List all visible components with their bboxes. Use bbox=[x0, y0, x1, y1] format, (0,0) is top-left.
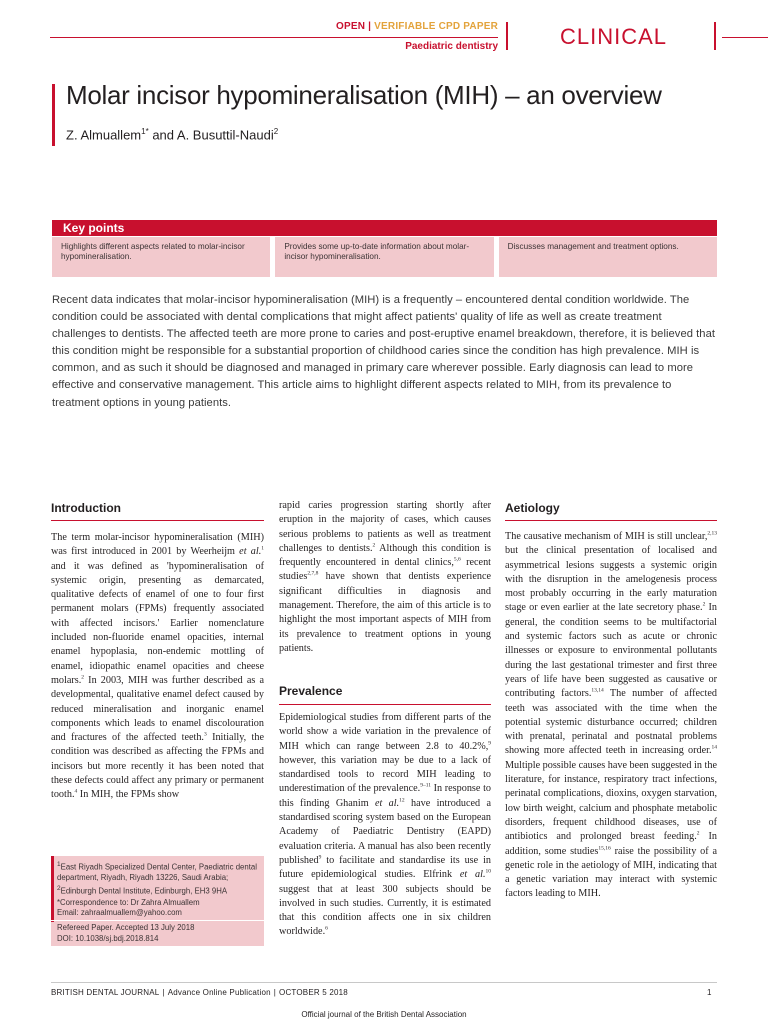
intro-cont-b: Although this condition is frequently encountered in dental clinics, bbox=[279, 542, 491, 569]
section-label: CLINICAL bbox=[560, 24, 668, 49]
header-divider bbox=[506, 22, 508, 50]
prev-etal: et al. bbox=[452, 869, 486, 881]
aetiology-heading: Aetiology bbox=[505, 501, 560, 515]
aet-b: but the clinical presentation of localised and asymmetrical lesions suggests a systemic origin with the disruption in the amelogenesis process most probably occurring in the early maturation stage or even earlier at the late secretory phase. bbox=[505, 545, 717, 614]
authors bbox=[66, 127, 278, 142]
open-cpd-label bbox=[336, 21, 498, 32]
article-title: Molar incisor hypomineralisation (MIH) – an overview bbox=[66, 80, 662, 110]
ref-sup: 2,7,8 bbox=[307, 571, 319, 578]
footer-journal bbox=[51, 988, 348, 997]
intro-cont-c: recent studies bbox=[279, 557, 491, 583]
introduction-text bbox=[51, 531, 264, 803]
subject-label: Paediatric dentistry bbox=[405, 41, 498, 52]
open-label: OPEN bbox=[336, 21, 366, 32]
cpd-label: VERIFIABLE CPD PAPER bbox=[374, 21, 498, 32]
affiliation-separator bbox=[51, 920, 264, 921]
ref-sup: 10 bbox=[485, 868, 491, 875]
ref-sup: 2 bbox=[696, 830, 700, 837]
aetiology-rule bbox=[505, 520, 717, 521]
refereed-date: Refereed Paper. Accepted 13 July 2018 bbox=[57, 923, 195, 932]
ref-sup: 14 bbox=[711, 745, 717, 752]
aetiology-text bbox=[505, 530, 717, 902]
intro-text-a: The term molar-incisor hypomineralisation (MIH) was first introduced in 2001 by Weerheijm bbox=[51, 532, 264, 558]
key-point-3: Discusses management and treatment options. bbox=[499, 237, 717, 277]
prev-f: suggest that at least 300 subjects should be involved in such studies. Currently, it is estimated that this condition affects one in six children worldwide. bbox=[279, 883, 491, 938]
intro-text-b: and it was defined as 'hypomineralisation of systemic origin, presenting as demarcated, qualitative defects of enamel of one to four first permanent molars (FPMs) frequently associated with affected incisors.' Earlier nomenclature included non-fluoride enamel opacities, internal enamel hypoplasia, non-endemic mottling of enamel, idiopathic enamel opacities and cheese molars. bbox=[51, 560, 264, 686]
prev-etal: et al. bbox=[368, 797, 400, 809]
intro-cont-d: have shown that dentists experience significant difficulties in diagnosis and management. Therefore, the aim of this article is to highlight the most important aspects of MIH from its prevalence to treatment options in young patients. bbox=[279, 571, 491, 654]
ref-sup: 15,16 bbox=[598, 845, 611, 852]
author-1-sup: 1* bbox=[141, 127, 149, 136]
prev-a: Epidemiological studies from different parts of the world show a wide variation in the prevalence of MIH which can range between 2.8 to 40.2%, bbox=[279, 712, 491, 752]
prevalence-text bbox=[279, 711, 491, 940]
author-2-sup: 2 bbox=[273, 127, 279, 136]
prevalence-rule bbox=[279, 704, 491, 705]
abstract: Recent data indicates that molar-incisor hypomineralisation (MIH) is a frequently – encountered dental condition worldwide. The condition could be associated with dental complications that might affect patients' quality of life as well as create treatment challenges to dentists. The affected teeth are more prone to caries and post-eruptive enamel breakdown, therefore, it is believed that this condition might be responsible for a substantial proportion of childhood caries since the condition has high prevalence. MIH is common, and as such it should be diagnosed and managed in primary care wherever possible. Early diagnosis can lead to more effective and conservative management. This article aims to highlight different aspects related to MIH, from its prevalence to treatment options in young patients. bbox=[52, 294, 716, 409]
ref-sup: 2 bbox=[372, 542, 376, 549]
prev-e: to facilitate and standardise its use in future epidemiological studies. Elfrink bbox=[279, 854, 491, 881]
prev-d: have introduced a standardised scoring system based on the European Academy of Paediatric Dentistry (EAPD) evaluation criteria. A manual has also been recently published bbox=[279, 797, 492, 866]
page-number: 1 bbox=[707, 988, 712, 997]
introduction-continued bbox=[279, 499, 491, 656]
ref-sup: 1 bbox=[261, 545, 264, 552]
aff-sup: 2 bbox=[57, 885, 61, 893]
publication-date: OCTOBER 5 2018 bbox=[279, 988, 348, 997]
official-journal-line: Official journal of the British Dental Association bbox=[301, 1010, 467, 1019]
title-accent-bar bbox=[52, 84, 55, 146]
key-point-1: Highlights different aspects related to molar-incisor hypomineralisation. bbox=[52, 237, 270, 277]
journal-name: BRITISH DENTAL JOURNAL bbox=[51, 988, 160, 997]
affiliation-line-1: East Riyadh Specialized Dental Center, Paediatric dental department, Riyadh, Riyadh 13226, Saudi Arabia; bbox=[57, 862, 257, 883]
aet-f: In addition, some studies bbox=[505, 831, 717, 857]
prev-c: In response to this finding Ghanim bbox=[279, 783, 491, 809]
prev-b: however, this variation may be due to a lack of standardised tools to record MIH leading to underestimation of the prevalence. bbox=[279, 754, 491, 795]
key-points-row bbox=[52, 237, 717, 277]
footer-separator: | bbox=[273, 988, 277, 997]
ref-sup: 12 bbox=[399, 797, 405, 804]
introduction-rule bbox=[51, 520, 264, 521]
ref-sup: 3 bbox=[203, 731, 207, 738]
aet-c: In general, the condition seems to be multifactorial and systemic factors such as acute or chronic illnesses or exposure to environmental pollutants during the last gestational trimester and first three years of life have been suggested as causative or contributing factors. bbox=[505, 602, 717, 700]
affiliation-text bbox=[57, 860, 257, 919]
refereed-info bbox=[57, 923, 257, 945]
author-2: A. Busuttil-Naudi bbox=[176, 127, 274, 143]
ref-sup: 4 bbox=[74, 788, 78, 795]
ref-sup: 6 bbox=[325, 926, 328, 933]
email: Email: zahraalmuallem@yahoo.com bbox=[57, 908, 182, 918]
prevalence-heading: Prevalence bbox=[279, 684, 343, 698]
ref-sup: 2 bbox=[702, 602, 706, 609]
publication-type: Advance Online Publication bbox=[167, 988, 271, 997]
ref-sup: 2 bbox=[81, 674, 85, 681]
header-rule-left bbox=[50, 37, 498, 38]
correspondence: *Correspondence to: Dr Zahra Almuallem bbox=[57, 897, 200, 907]
header-divider-right bbox=[714, 22, 716, 50]
aet-e: Multiple possible causes have been suggested in the literature, for instance, respiratory tract infections, perinatal complications, dioxins, oxygen starvation, low birth weight, calcium and phosphate metabolic disorders, frequent childhood diseases, use of antibiotics and prolonged breast feeding. bbox=[505, 759, 717, 843]
aet-g: raise the possibility of a genetic role in the aetiology of MIH, indicating that a genetic variation may interact with systemic factors leading to MIH. bbox=[505, 845, 717, 900]
intro-text-e: In MIH, the FPMs show bbox=[77, 789, 180, 801]
author-1: Z. Almuallem bbox=[66, 127, 142, 143]
intro-text-d: Initially, the condition was described as affecting the FPMs and incisors but more recently it has been noted that these defects could affect any primary or permanent tooth. bbox=[51, 732, 264, 801]
aet-a: The causative mechanism of MIH is still unclear, bbox=[505, 531, 708, 542]
aff-sup: 1 bbox=[57, 861, 61, 868]
footer-rule bbox=[51, 982, 717, 983]
header-separator: | bbox=[368, 21, 372, 32]
aet-d: The number of affected teeth was associated with the time when the potential systemic disturbance occurred; children with prenatal, perinatal and postnatal problems showing more affected teeth in increasing order. bbox=[505, 688, 718, 757]
ref-sup: 5,6 bbox=[453, 556, 461, 563]
ref-sup: 13,14 bbox=[591, 687, 604, 694]
ref-sup: 9–11 bbox=[420, 783, 431, 790]
ref-sup: 9 bbox=[488, 740, 491, 747]
ref-sup: 9 bbox=[318, 854, 322, 861]
introduction-heading: Introduction bbox=[51, 501, 121, 515]
doi: DOI: 10.1038/sj.bdj.2018.814 bbox=[57, 933, 159, 943]
intro-cont-a: rapid caries progression starting shortly after eruption in the majority of cases, which causes serious problems to patients as well as treatment challenges to dentists. bbox=[279, 500, 491, 554]
affiliation-line-2: Edinburgh Dental Institute, Edinburgh, EH3 9HA bbox=[60, 886, 228, 896]
authors-and: and bbox=[148, 127, 177, 143]
header-rule-right bbox=[722, 37, 768, 38]
intro-text-c: In 2003, MIH was further described as a developmental, qualitative enamel defect caused by reduced mineralisation and inorganic enamel components which leads to enamel discolouration and fractures of the affected teeth. bbox=[51, 674, 264, 744]
intro-etal: et al. bbox=[234, 546, 262, 558]
affiliation-accent-bar bbox=[51, 856, 54, 922]
key-point-2: Provides some up-to-date information about molar-incisor hypomineralisation. bbox=[275, 237, 493, 277]
footer-separator: | bbox=[162, 988, 165, 997]
ref-sup: 2,13 bbox=[707, 530, 717, 537]
key-points-heading: Key points bbox=[52, 220, 717, 236]
